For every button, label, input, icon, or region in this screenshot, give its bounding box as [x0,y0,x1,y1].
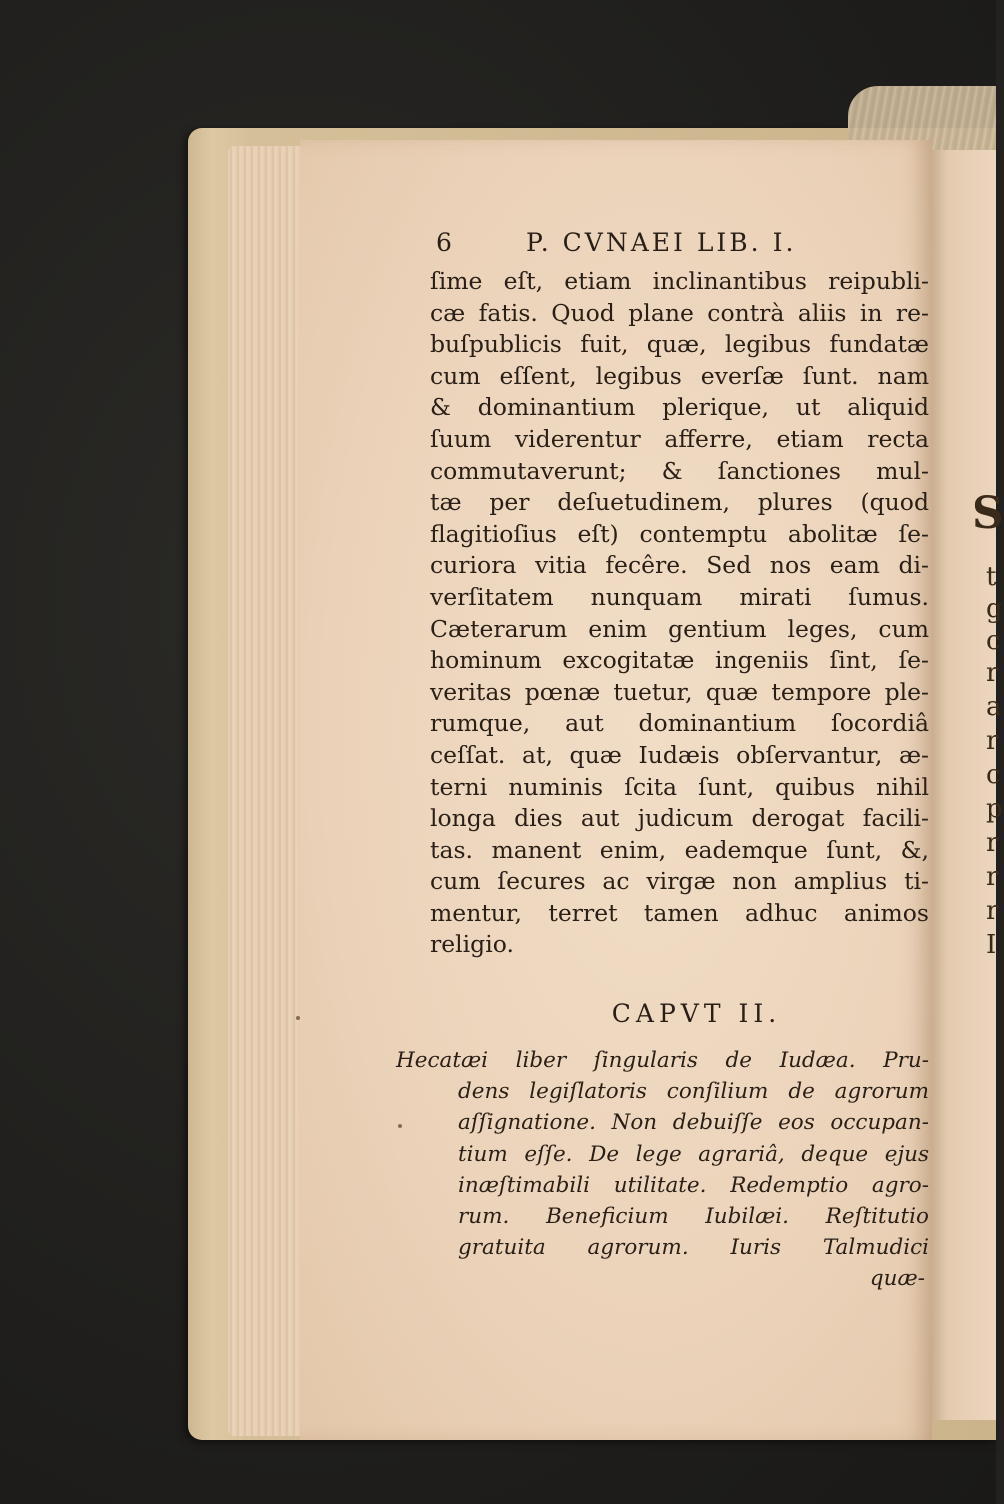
text-line: terni numinis ſcita ſunt, quibus nihil [430,772,929,801]
facing-page-edge [932,150,1004,1420]
summary-line: rum. Beneficium Iubilæi. Reſtitutio [458,1204,929,1229]
text-line: curiora vitia fecêre. Sed nos eam di- [430,551,929,580]
summary-line: inæſtimabili utilitate. Redemptio agro- [458,1172,929,1198]
summary-line: dens legiſlatoris conſilium de agrorum [458,1079,929,1105]
chapter-heading: CAPVT II. [611,999,782,1029]
text-line: cum eſſent, legibus everſæ ſunt. nam [430,361,929,390]
body-text [424,266,929,961]
facing-glyph: c [986,626,1001,656]
text-block [396,228,929,1294]
facing-glyph: c [986,760,1001,790]
facing-glyph: r [986,896,999,926]
text-line: religio. [430,930,514,959]
summary-line: Hecatæi liber ſingularis de Iudæa. Pru- [396,1048,929,1074]
text-line: mentur, terret tamen adhuc animos [430,898,929,927]
facing-glyph: p [986,794,1003,824]
summary-line: aſſignatione. Non debuiſſe eos occupan- [458,1110,929,1136]
margin-speck [296,1016,300,1020]
text-line: rumque, aut dominantium ſocordiâ [430,709,929,738]
facing-glyph: r [986,658,999,688]
text-line: veritas pœnæ tuetur, quæ tempore ple- [430,677,929,706]
page-number: 6 [436,228,453,257]
summary-line: tium eſſe. De lege agrariâ, deque ejus [458,1141,929,1167]
text-line: flagitioſius eſt) contemptu abolitæ ſe- [430,519,929,548]
text-line: verſitatem nunquam mirati ſumus. [430,582,929,611]
facing-glyph: t [986,562,997,592]
text-line: cæ fatis. Quod plane contrà aliis in re- [430,298,929,327]
facing-glyph: g [986,594,1003,624]
text-line: tæ per deſuetudinem, plures (quod [430,488,929,517]
text-line: commutaverunt; & ſanctiones mul- [430,456,929,485]
running-title: P. CVNAEI LIB. I. [526,228,797,257]
summary-line: gratuita agrorum. Iuris Talmudici [458,1235,929,1261]
catchword: quæ- [869,1266,925,1292]
text-line: ceſſat. at, quæ Iudæis obſervantur, æ- [430,740,929,769]
text-line: longa dies aut judicum derogat facili- [430,804,929,833]
text-line: Cæterarum enim gentium leges, cum [430,614,929,643]
facing-glyph: r [986,862,999,892]
facing-glyph: a [986,692,1002,722]
text-line: ſime eſt, etiam inclinantibus reipubli- [430,267,929,295]
running-head [424,228,929,266]
text-line: tas. manent enim, eademque ſunt, &, [430,835,929,864]
facing-glyph: r [986,726,999,756]
margin-speck [398,1124,402,1128]
text-line: ſuum viderentur afferre, etiam recta [430,424,929,453]
facing-glyph: S [972,488,1004,539]
text-line: cum ſecures ac virgæ non amplius ti- [430,867,929,896]
chapter-summary [396,1045,929,1263]
facing-glyph: r [986,828,999,858]
text-line: & dominantium plerique, ut aliquid [430,393,929,422]
text-line: buſpublicis fuit, quæ, legibus fundatæ [430,330,929,359]
facing-glyph: I [986,930,997,960]
text-line: hominum excogitatæ ingeniis ſint, ſe- [430,646,929,675]
